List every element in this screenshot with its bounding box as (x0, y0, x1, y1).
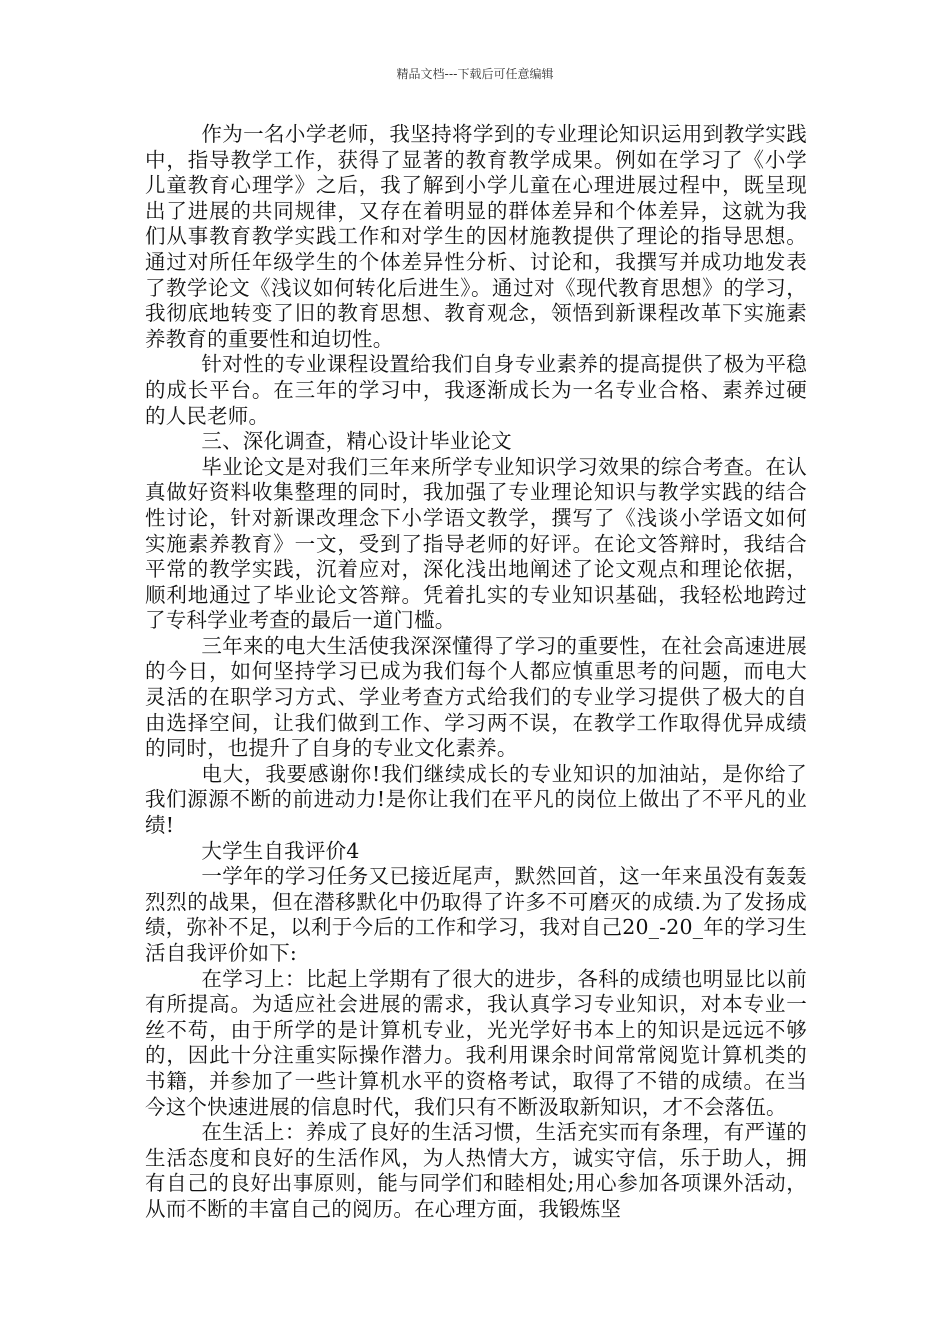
section-heading-self-evaluation-4: 大学生自我评价4 (201, 838, 360, 863)
paragraph-tvu-life: 三年来的电大生活使我深深懂得了学习的重要性，在社会高速进展的今日，如何坚持学习已成为我们每个人都应慎重思考的问题，而电大灵活的在职学习方式、学业考查方式给我们的专业学习提供了极大的自由选择空间，让我们做到工作、学习两不误，在教学工作取得优异成绩的同时，也提升了自身的专业文化素养。 (145, 633, 807, 761)
paragraph-year-review: 一学年的学习任务又已接近尾声，默然回首，这一年来虽没有轰轰烈烈的战果，但在潜移默化中仍取得了许多不可磨灭的成绩.为了发扬成绩，弥补不足，以利于今后的工作和学习，我对自己20_-20_年的学习生活自我评价如下: (145, 864, 807, 965)
paragraph-life: 在生活上：养成了良好的生活习惯，生活充实而有条理，有严谨的生活态度和良好的生活作风，为人热情大方，诚实守信，乐于助人，拥有自己的良好出事原则，能与同学们和睦相处;用心参加各项课外活动，从而不断的丰富自己的阅历。在心理方面，我锻炼坚 (145, 1120, 807, 1221)
document-body (145, 122, 807, 1223)
paragraph-thanks: 电大，我要感谢你!我们继续成长的专业知识的加油站，是你给了我们源源不断的前进动力!是你让我们在平凡的岗位上做出了不平凡的业绩! (145, 761, 807, 838)
paragraph-teaching-practice: 作为一名小学老师，我坚持将学到的专业理论知识运用到教学实践中，指导教学工作，获得了显著的教育教学成果。例如在学习了《小学儿童教育心理学》之后，我了解到小学儿童在心理进展过程中，既呈现出了进展的共同规律，又存在着明显的群体差异和个体差异，这就为我们从事教育教学实践工作和对学生的因材施教提供了理论的指导思想。通过对所任年级学生的个体差异性分析、讨论和，我撰写并成功地发表了教学论文《浅议如何转化后进生》。通过对《现代教育思想》的学习，我彻底地转变了旧的教育思想、教育观念，领悟到新课程改革下实施素养教育的重要性和迫切性。 (145, 122, 807, 351)
paragraph-course-setting: 针对性的专业课程设置给我们自身专业素养的提高提供了极为平稳的成长平台。在三年的学习中，我逐渐成长为一名专业合格、素养过硬的人民老师。 (145, 352, 807, 428)
page-header: 精品文档---下载后可任意编辑 (396, 67, 554, 81)
paragraph-thesis: 毕业论文是对我们三年来所学专业知识学习效果的综合考查。在认真做好资料收集整理的同时，我加强了专业理论知识与教学实践的结合性讨论，针对新课改理念下小学语文教学，撰写了《浅谈小学语文如何实施素养教育》一文，受到了指导老师的好评。在论文答辩时，我结合平常的教学实践，沉着应对，深化浅出地阐述了论文观点和理论依据，顺利地通过了毕业论文答辩。凭着扎实的专业知识基础，我轻松地跨过了专科学业考查的最后一道门槛。 (145, 454, 807, 633)
section-heading-thesis: 三、深化调查，精心设计毕业论文 (201, 429, 512, 454)
paragraph-study: 在学习上：比起上学期有了很大的进步，各科的成绩也明显比以前有所提高。为适应社会进展的需求，我认真学习专业知识，对本专业一丝不苟，由于所学的是计算机专业，光光学好书本上的知识是远远不够的，因此十分注重实际操作潜力。我利用课余时间常常阅览计算机类的书籍，并参加了一些计算机水平的资格考试，取得了不错的成绩。在当今这个快速进展的信息时代，我们只有不断汲取新知识，才不会落伍。 (145, 966, 807, 1119)
